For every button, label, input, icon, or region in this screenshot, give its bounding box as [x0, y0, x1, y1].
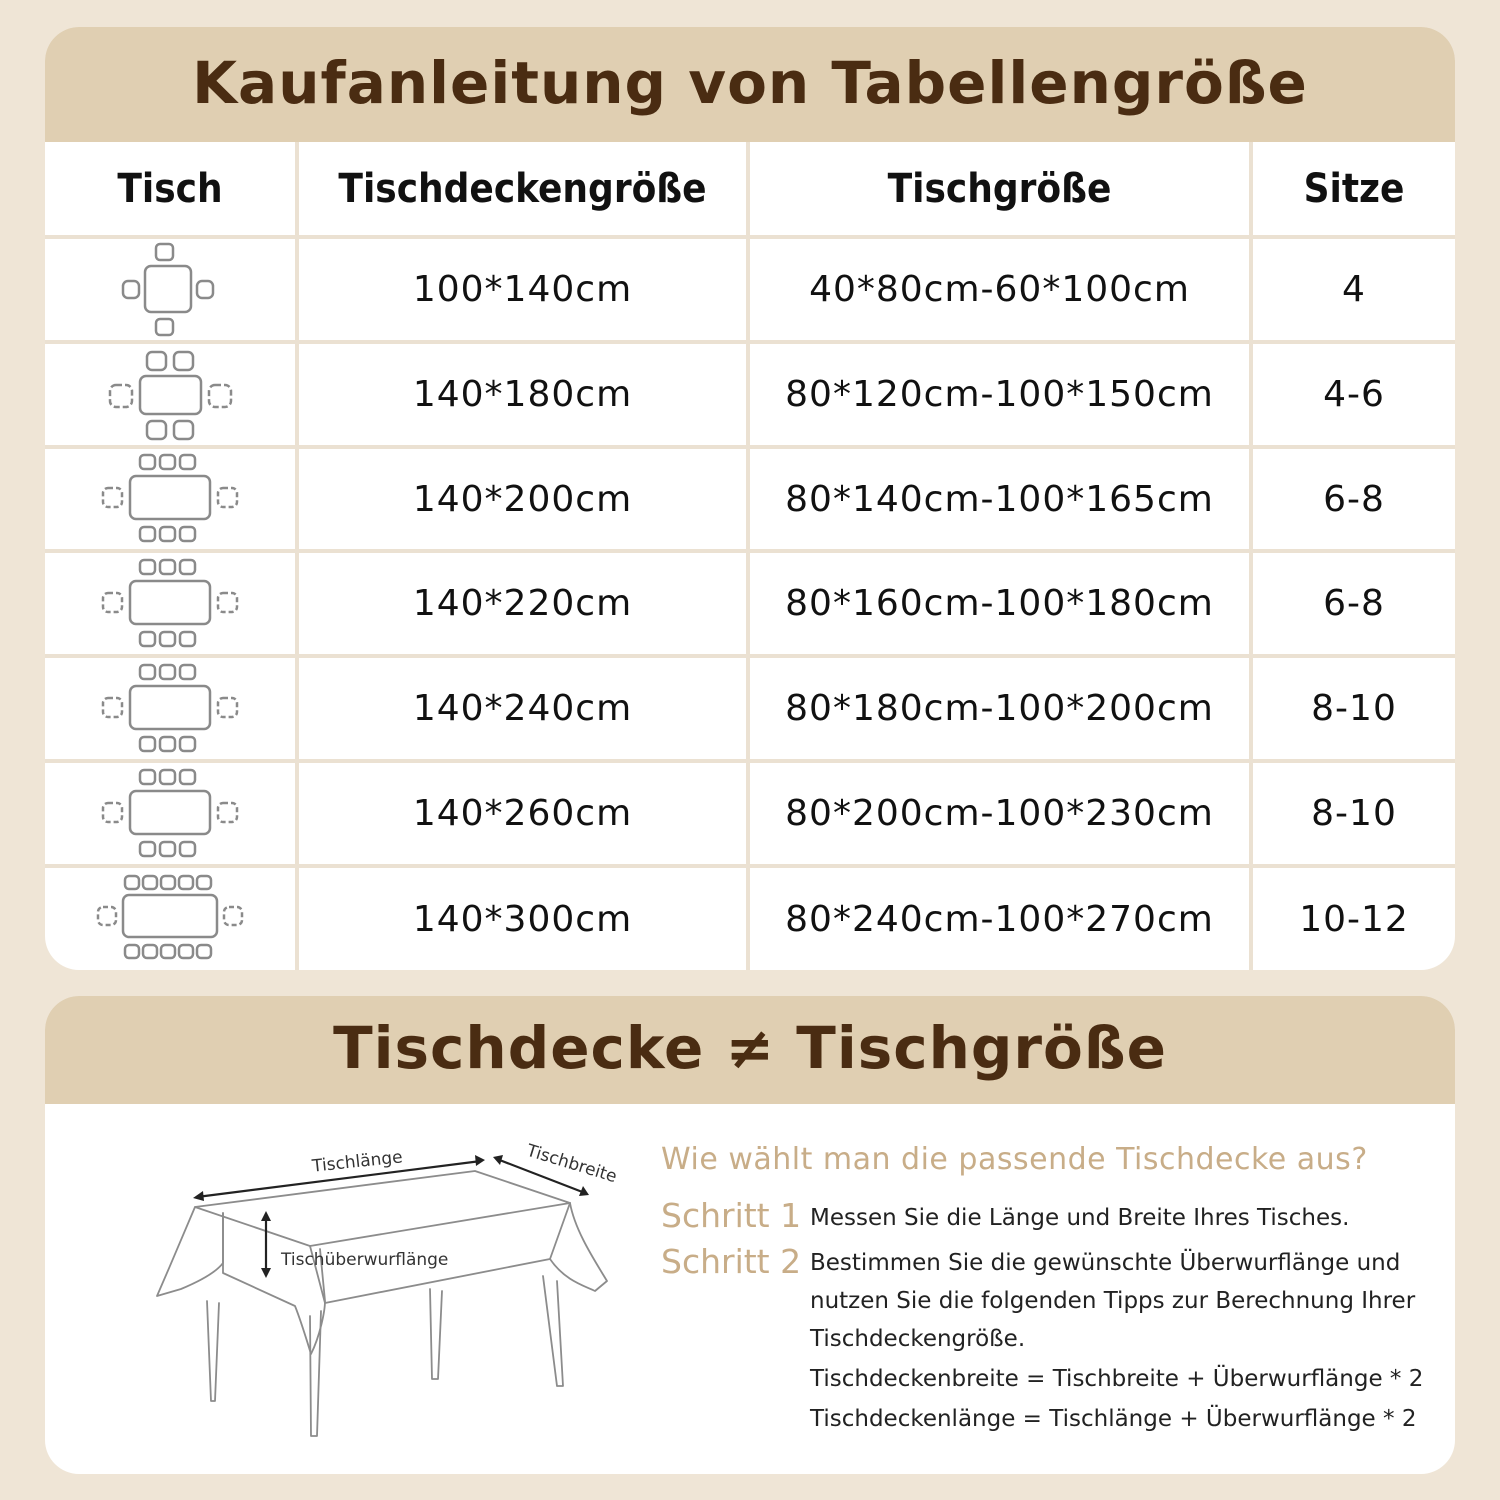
- header-tablecloth-size: Tischdeckengröße: [338, 165, 707, 212]
- step1-text: Messen Sie die Länge und Breite Ihres Tisches.: [810, 1205, 1350, 1231]
- row1-seats: 4: [1342, 269, 1366, 310]
- size-guide-title: Kaufanleitung von Tabellengröße: [192, 49, 1308, 117]
- tablecloth-diagram: [145, 1141, 625, 1441]
- measurement-guide-banner: [45, 996, 1455, 1104]
- formula-length: Tischdeckenlänge = Tischlänge + Überwurflänge * 2: [810, 1406, 1417, 1432]
- header-table-size: Tischgröße: [887, 165, 1112, 212]
- step2-line1: Bestimmen Sie die gewünschte Überwurflänge und: [810, 1250, 1401, 1276]
- row5-table-size: 80*180cm-100*200cm: [785, 688, 1214, 729]
- row3-tablecloth-size: 140*200cm: [412, 478, 633, 520]
- row1-table-size: 40*80cm-60*100cm: [809, 269, 1190, 310]
- table-8-10-seats-icon: [45, 658, 295, 759]
- row2-seats: 4-6: [1323, 374, 1385, 415]
- table-10-12-seats-icon: [45, 868, 295, 970]
- row7-seats: 10-12: [1299, 898, 1409, 940]
- row5-seats: 8-10: [1311, 688, 1397, 729]
- row6-tablecloth-size: 140*260cm: [412, 793, 633, 834]
- row6-seats: 8-10: [1311, 793, 1397, 834]
- length-label: Tischlänge: [311, 1147, 404, 1177]
- drop-label: Tischüberwurflänge: [281, 1250, 449, 1270]
- table-4-6-seats-icon: [45, 344, 295, 445]
- row2-tablecloth-size: 140*180cm: [412, 374, 633, 415]
- table-8-10-seats-icon: [45, 763, 295, 864]
- table-6-8-seats-icon: [45, 449, 295, 549]
- row4-table-size: 80*160cm-100*180cm: [785, 583, 1214, 624]
- header-table: Tisch: [117, 165, 223, 212]
- size-guide-banner: [45, 27, 1455, 142]
- step2-line3: Tischdeckengröße.: [810, 1326, 1026, 1352]
- row5-tablecloth-size: 140*240cm: [412, 688, 633, 729]
- formula-width: Tischdeckenbreite = Tischbreite + Überwurflänge * 2: [810, 1366, 1424, 1392]
- row2-table-size: 80*120cm-100*150cm: [785, 374, 1214, 415]
- measurement-guide-title: Tischdecke ≠ Tischgröße: [333, 1014, 1167, 1082]
- table-4-seats-icon: [45, 239, 295, 340]
- width-label: Tischbreite: [524, 1140, 620, 1188]
- row1-tablecloth-size: 100*140cm: [412, 269, 633, 310]
- step2-line2: nutzen Sie die folgenden Tipps zur Berechnung Ihrer: [810, 1288, 1416, 1314]
- step1-label: Schritt 1: [661, 1196, 802, 1235]
- size-guide-card: [45, 27, 1455, 970]
- row4-tablecloth-size: 140*220cm: [412, 583, 633, 624]
- step2-label: Schritt 2: [661, 1242, 802, 1281]
- row3-seats: 6-8: [1323, 478, 1385, 520]
- row3-table-size: 80*140cm-100*165cm: [785, 478, 1214, 520]
- header-seats: Sitze: [1303, 165, 1405, 212]
- row7-table-size: 80*240cm-100*270cm: [785, 898, 1214, 940]
- table-6-8-seats-icon: [45, 553, 295, 654]
- row7-tablecloth-size: 140*300cm: [412, 898, 633, 940]
- size-table: [45, 142, 1455, 970]
- how-to-choose-heading: Wie wählt man die passende Tischdecke aus?: [661, 1142, 1368, 1177]
- row6-table-size: 80*200cm-100*230cm: [785, 793, 1214, 834]
- row4-seats: 6-8: [1323, 583, 1385, 624]
- measurement-guide-card: [45, 996, 1455, 1474]
